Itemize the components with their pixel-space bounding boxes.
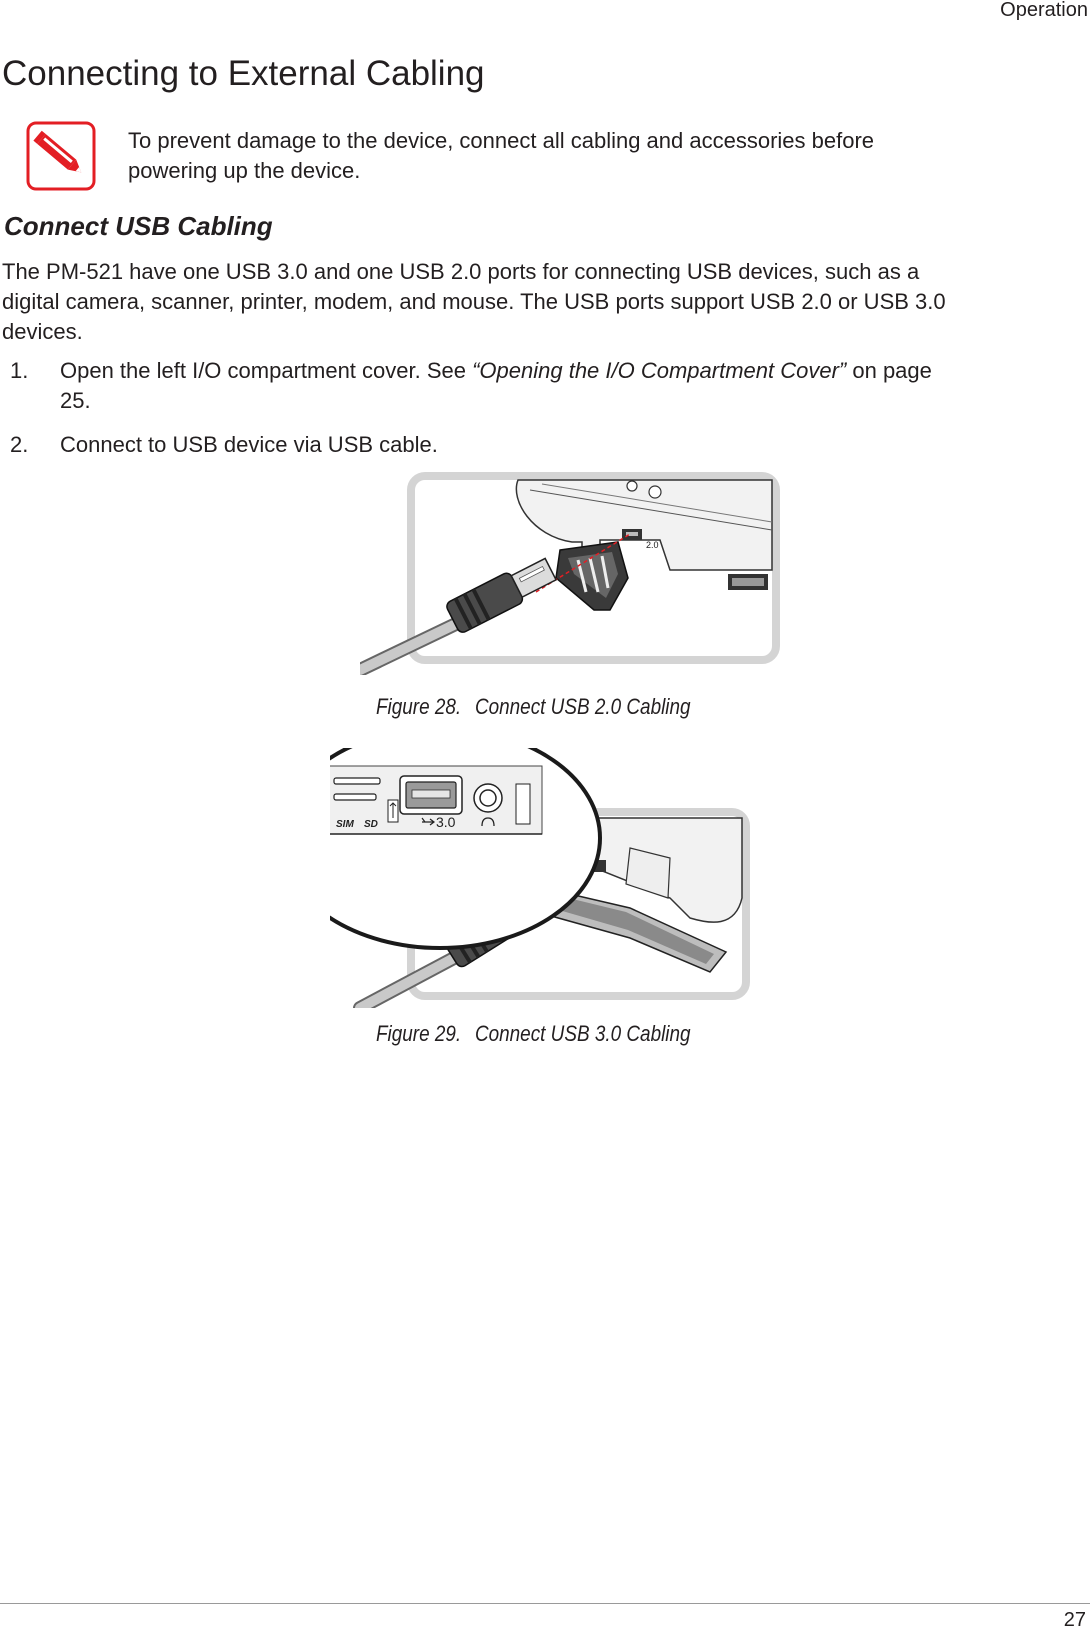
step-text-before: Open the left I/O compartment cover. See xyxy=(60,358,473,383)
pencil-note-icon xyxy=(26,121,96,191)
note-line: To prevent damage to the device, connect all cabling and accessories before xyxy=(128,128,875,153)
step-continuation: 25. xyxy=(60,388,91,413)
intro-line: The PM-521 have one USB 3.0 and one USB 2.0 ports for connecting USB devices, such as a xyxy=(2,259,920,284)
figure-title: Connect USB 2.0 Cabling xyxy=(474,694,691,719)
figure-caption xyxy=(376,694,691,720)
intro-line: devices. xyxy=(2,319,83,344)
cross-reference-link[interactable]: “Opening the I/O Compartment Cover” xyxy=(472,358,847,383)
running-header: Operation xyxy=(1000,0,1088,21)
note-line: powering up the device. xyxy=(128,158,361,183)
note-text xyxy=(128,126,1028,186)
usb-port-label: 2.0 xyxy=(646,540,659,550)
intro-line: digital camera, scanner, printer, modem, and mouse. The USB ports support USB 2.0 or USB 3.0 xyxy=(2,289,946,314)
step-number: 2. xyxy=(10,432,29,457)
footer-divider xyxy=(0,1603,1090,1604)
usb-3-0-illustration xyxy=(330,748,792,1008)
usb-2-0-illustration xyxy=(360,470,792,675)
page-title: Connecting to External Cabling xyxy=(2,54,485,93)
section-subheading: Connect USB Cabling xyxy=(4,211,273,241)
intro-paragraph xyxy=(2,257,1082,347)
usb-port-label: 3.0 xyxy=(436,814,456,830)
figure-caption xyxy=(376,1021,691,1047)
step-text-after: on page xyxy=(846,358,932,383)
step-text: Connect to USB device via USB cable. xyxy=(60,432,438,457)
figure-label: Figure 28. xyxy=(376,694,462,719)
sim-slot-label: SIM xyxy=(336,819,354,830)
figure-label: Figure 29. xyxy=(376,1021,462,1046)
page-number: 27 xyxy=(1063,1609,1086,1631)
sd-slot-label: SD xyxy=(364,819,378,830)
step-number: 1. xyxy=(10,358,29,383)
figure-title: Connect USB 3.0 Cabling xyxy=(474,1021,691,1046)
step-text xyxy=(60,356,1060,386)
